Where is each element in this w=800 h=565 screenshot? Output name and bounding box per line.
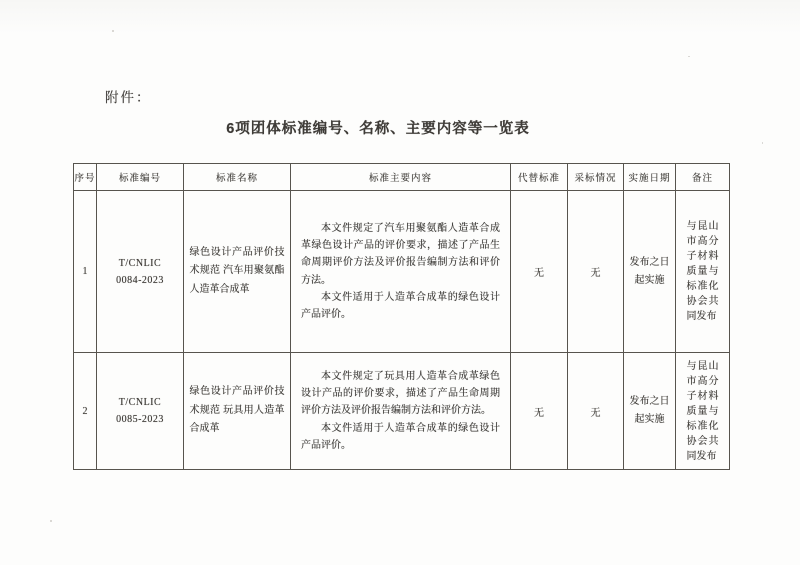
standards-table [73, 163, 730, 470]
column-header-implementation-date: 实施日期 [624, 164, 676, 191]
column-header-main-content: 标准主要内容 [291, 164, 511, 191]
column-header-index: 序号 [74, 164, 97, 191]
cell-standard-name [184, 353, 291, 470]
column-header-remarks: 备注 [676, 164, 730, 191]
column-header-standard-name: 标准名称 [184, 164, 291, 191]
cell-main-content [291, 353, 511, 470]
content-paragraph: 本文件适用于人造革合成革的绿色设计产品评价。 [301, 291, 500, 320]
standard-code-line: T/CNLIC [118, 397, 162, 408]
implementation-date-text: 发布之日起实施 [629, 396, 670, 425]
column-header-adoption-status: 采标情况 [568, 164, 624, 191]
remarks-text: 与昆山市高分子材料质量与标准化协会共同发布 [686, 221, 719, 322]
cell-adoption-status: 无 [568, 353, 624, 470]
remarks-text: 与昆山市高分子材料质量与标准化协会共同发布 [686, 360, 719, 462]
cell-replaced-standard: 无 [511, 353, 568, 470]
implementation-date-text: 发布之日起实施 [629, 256, 670, 286]
standard-code-line: 0084-2023 [116, 274, 164, 286]
cell-implementation-date [624, 191, 676, 353]
cell-standard-name [184, 191, 291, 353]
cell-index: 2 [74, 353, 97, 470]
standard-name-text: 绿色设计产品评价技术规范 汽车用聚氨酯人造革合成革 [189, 246, 285, 295]
column-header-standard-code: 标准编号 [97, 164, 184, 191]
table-row [74, 191, 730, 353]
table-row [74, 353, 730, 470]
cell-main-content [291, 191, 511, 353]
cell-adoption-status: 无 [568, 191, 624, 353]
scan-noise-speck [50, 520, 52, 522]
scan-noise-speck [112, 30, 114, 32]
cell-standard-code [97, 191, 184, 353]
cell-implementation-date [624, 353, 676, 470]
page-title: 6项团体标准编号、名称、主要内容等一览表 [226, 121, 530, 137]
cell-remarks [676, 191, 730, 353]
content-paragraph: 本文件适用于人造革合成革的绿色设计产品评价。 [301, 422, 500, 451]
scan-noise-speck [762, 142, 763, 144]
column-header-replaced-standard: 代替标准 [511, 164, 568, 191]
cell-standard-code [97, 353, 184, 470]
standard-code-line: T/CNLIC [118, 257, 162, 269]
cell-index: 1 [74, 191, 97, 353]
cell-replaced-standard: 无 [511, 191, 568, 353]
table-header-row [74, 164, 730, 191]
content-paragraph: 本文件规定了汽车用聚氨酯人造革合成革绿色设计产品的评价要求，描述了产品生命周期评价方法及评价报告编制方法和评价方法。 [301, 222, 500, 286]
cell-remarks [676, 353, 730, 470]
scan-noise-speck [688, 56, 690, 57]
standard-code-line: 0085-2023 [116, 414, 164, 425]
content-paragraph: 本文件规定了玩具用人造革合成革绿色设计产品的评价要求，描述了产品生命周期评价方法及评价报告编制方法和评价方法。 [301, 371, 500, 417]
attachment-label: 附件： [105, 90, 152, 105]
standard-name-text: 绿色设计产品评价技术规范 玩具用人造革合成革 [189, 386, 285, 435]
